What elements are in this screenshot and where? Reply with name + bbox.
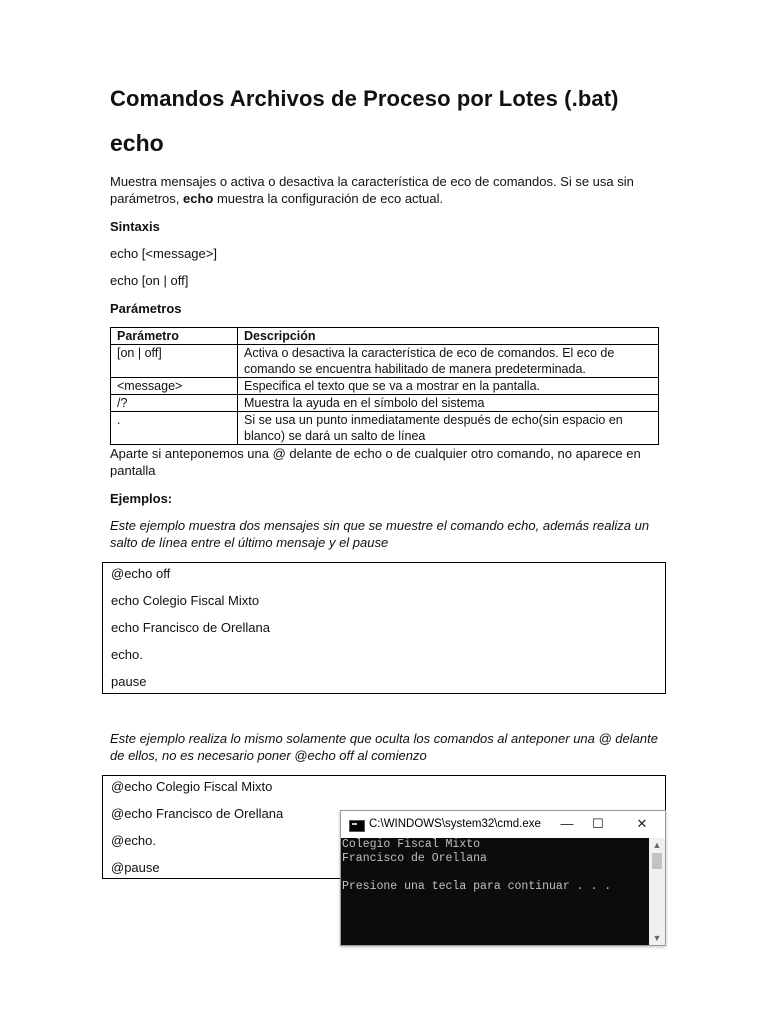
syntax-line-2: echo [on | off] — [110, 273, 189, 288]
maximize-icon[interactable]: ☐ — [592, 816, 604, 831]
intro-line-2 — [110, 190, 650, 207]
header-description: Descripción — [238, 328, 659, 345]
code-line: @echo Colegio Fiscal Mixto — [111, 779, 273, 794]
intro-text: parámetros, — [110, 191, 183, 206]
note-paragraph — [110, 445, 650, 479]
section-title-echo: echo — [110, 130, 164, 156]
example2-description — [110, 730, 670, 764]
document-title: Comandos Archivos de Proceso por Lotes (.bat) — [110, 86, 619, 111]
example1-code-box — [102, 562, 666, 694]
syntax-label: Sintaxis — [110, 219, 160, 234]
console-line: Francisco de Orellana — [342, 852, 487, 865]
example1-desc-line-2: salto de línea entre el último mensaje y el pause — [110, 535, 389, 550]
parameters-table — [110, 327, 659, 445]
code-line: pause — [111, 674, 147, 689]
cmd-title: C:\WINDOWS\system32\cmd.exe — [369, 818, 541, 830]
table-header-row — [111, 328, 659, 345]
code-line: echo Francisco de Orellana — [111, 620, 270, 635]
intro-paragraph — [110, 173, 650, 207]
scroll-down-icon[interactable]: ▼ — [652, 933, 662, 943]
code-line: echo Colegio Fiscal Mixto — [111, 593, 260, 608]
desc-cell: Muestra la ayuda en el símbolo del sistema — [238, 395, 659, 412]
table-row — [111, 395, 659, 412]
code-line: @echo off — [111, 566, 171, 581]
scroll-thumb[interactable] — [652, 853, 662, 869]
intro-text-end: muestra la configuración de eco actual. — [213, 191, 444, 206]
syntax-line-1: echo [<message>] — [110, 246, 217, 261]
parameters-label: Parámetros — [110, 301, 182, 316]
example2-desc-line-2: de ellos, no es necesario poner @echo off al comienzo — [110, 748, 427, 763]
example1-desc-line-1: Este ejemplo muestra dos mensajes sin que se muestre el comando echo, además realiza un — [110, 518, 650, 533]
param-cell: <message> — [111, 378, 238, 395]
intro-line-1: Muestra mensajes o activa o desactiva la característica de eco de comandos. Si se usa sin — [110, 174, 634, 189]
desc-cell: Activa o desactiva la característica de eco de comandos. El eco de comando se encuentra habilitado de manera predeterminada. — [238, 345, 659, 378]
console-line: Colegio Fiscal Mixto — [342, 838, 481, 851]
cmd-scrollbar[interactable] — [649, 838, 665, 945]
close-icon[interactable]: ✕ — [636, 816, 648, 831]
code-line: echo. — [111, 647, 143, 662]
cmd-console-output[interactable] — [341, 838, 649, 945]
example2-desc-line-1: Este ejemplo realiza lo mismo solamente que oculta los comandos al anteponer una @ delante — [110, 731, 658, 746]
cmd-window[interactable] — [340, 810, 666, 946]
table-row — [111, 345, 659, 378]
table-row — [111, 412, 659, 445]
code-line: @pause — [111, 860, 160, 875]
desc-cell: Especifica el texto que se va a mostrar en la pantalla. — [238, 378, 659, 395]
code-line: @echo Francisco de Orellana — [111, 806, 284, 821]
param-cell: . — [111, 412, 238, 445]
note-line-2: pantalla — [110, 463, 156, 478]
table-row — [111, 378, 659, 395]
minimize-icon[interactable]: — — [560, 816, 574, 831]
examples-label: Ejemplos: — [110, 491, 173, 506]
intro-echo-keyword: echo — [182, 191, 214, 206]
param-cell: /? — [111, 395, 238, 412]
example1-description — [110, 517, 670, 551]
cmd-titlebar[interactable] — [341, 811, 665, 838]
desc-cell: Si se usa un punto inmediatamente después de echo(sin espacio en blanco) se dará un salto de línea — [238, 412, 659, 445]
cmd-app-icon — [349, 820, 365, 832]
note-line-1: Aparte si anteponemos una @ delante de echo o de cualquier otro comando, no aparece en — [110, 446, 641, 461]
scroll-up-icon[interactable]: ▲ — [652, 840, 662, 850]
console-line: Presione una tecla para continuar . . . — [342, 880, 612, 893]
header-parameter: Parámetro — [111, 328, 238, 345]
code-line: @echo. — [111, 833, 156, 848]
param-cell: [on | off] — [111, 345, 238, 378]
